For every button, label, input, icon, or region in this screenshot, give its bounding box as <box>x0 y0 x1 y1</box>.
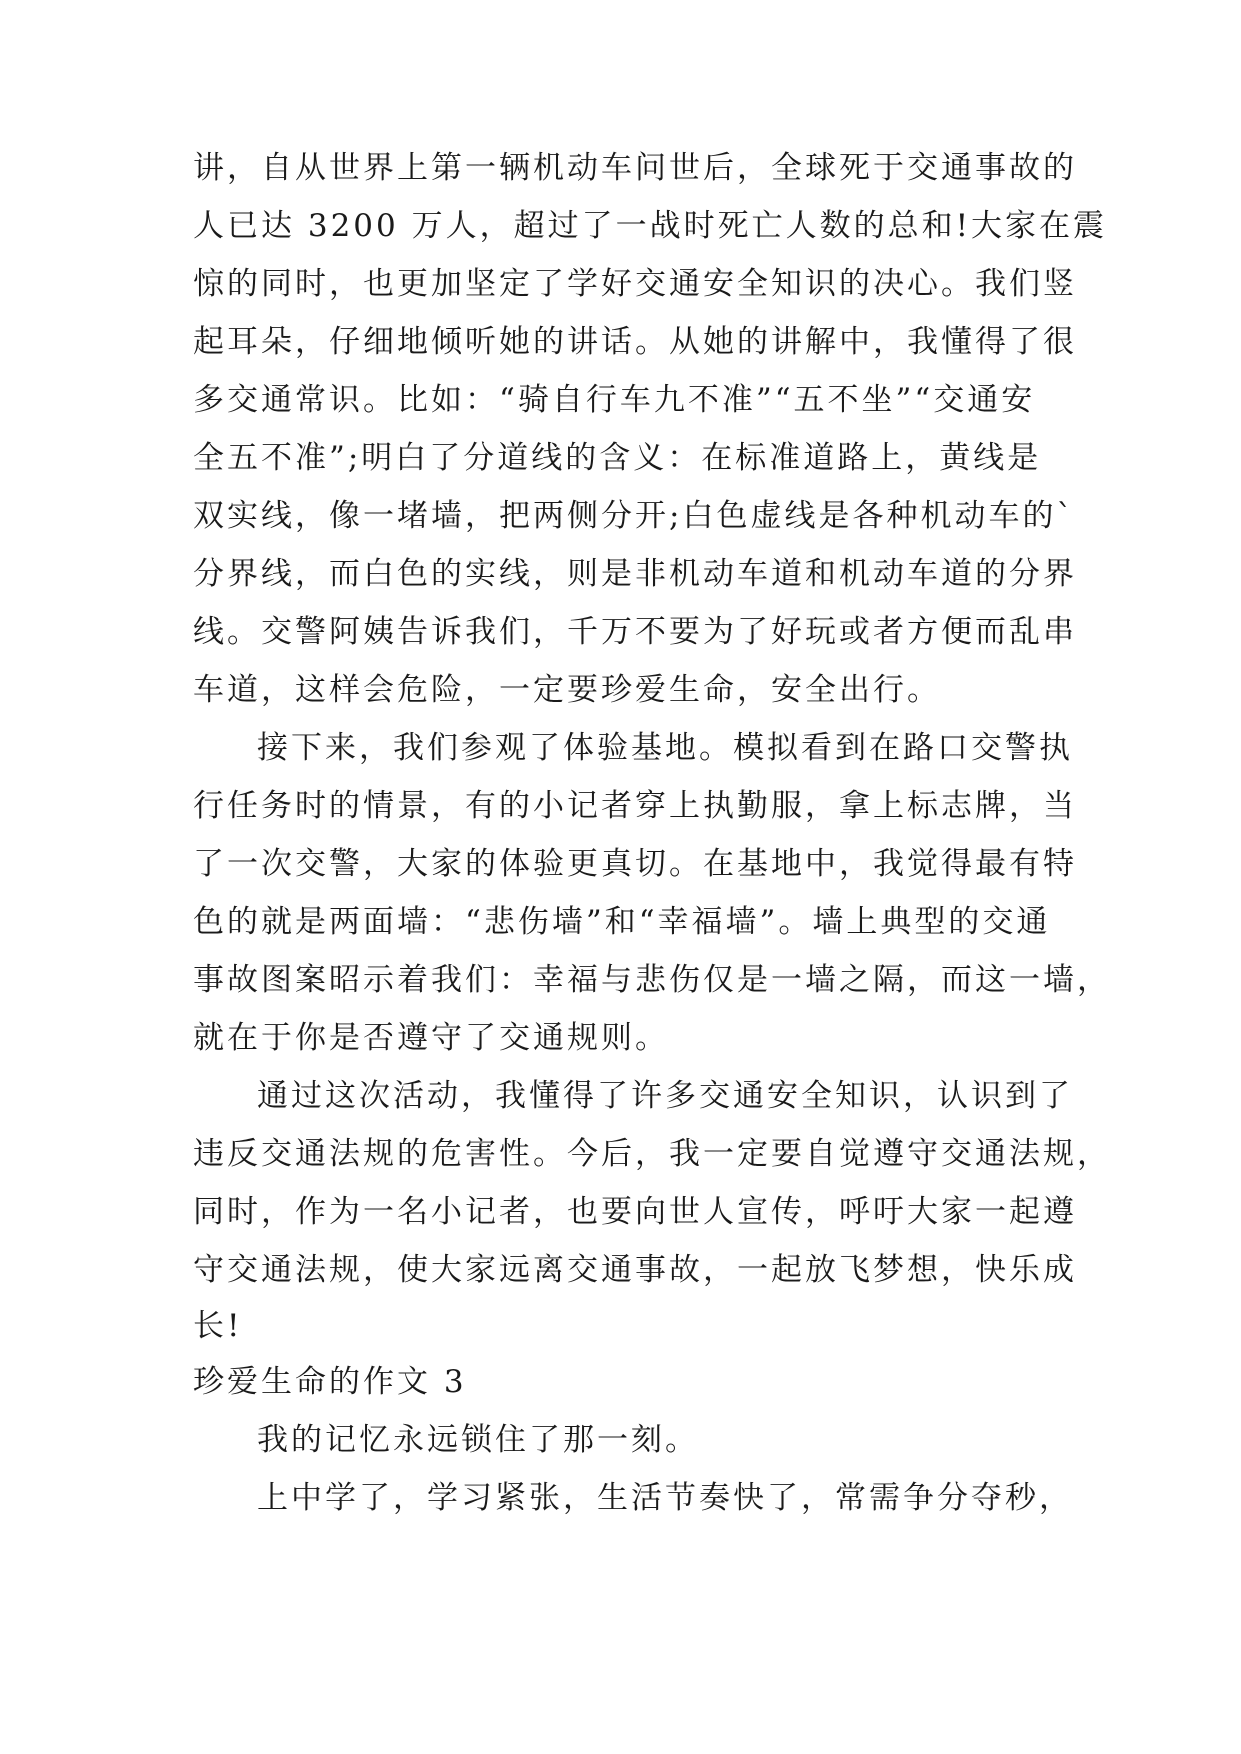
text-line-4: 起耳朵，仔细地倾听她的讲话。从她的讲解中，我懂得了很 <box>193 324 1077 360</box>
text-line-5: 多交通常识。比如：“骑自行车九不准”“五不坐”“交通安 <box>193 382 1036 418</box>
text-line-7: 双实线，像一堵墙，把两侧分开;白色虚线是各种机动车的` <box>193 498 1075 534</box>
text-line-18: 违反交通法规的危害性。今后，我一定要自觉遵守交通法规， <box>193 1136 1111 1172</box>
text-line-10: 车道，这样会危险，一定要珍爱生命，安全出行。 <box>193 672 941 708</box>
text-line-21: 长! <box>193 1308 243 1344</box>
text-line-16: 就在于你是否遵守了交通规则。 <box>193 1020 669 1056</box>
text-line-8: 分界线，而白色的实线，则是非机动车道和机动车道的分界 <box>193 556 1077 592</box>
text-line-11: 接下来，我们参观了体验基地。模拟看到在路口交警执 <box>257 730 1073 766</box>
text-line-14: 色的就是两面墙：“悲伤墙”和“幸福墙”。墙上典型的交通 <box>193 904 1051 940</box>
text-line-1: 讲，自从世界上第一辆机动车问世后，全球死于交通事故的 <box>193 150 1077 186</box>
text-line-20: 守交通法规，使大家远离交通事故，一起放飞梦想，快乐成 <box>193 1252 1077 1288</box>
text-line-23: 我的记忆永远锁住了那一刻。 <box>257 1422 699 1458</box>
text-line-6: 全五不准”;明白了分道线的含义：在标准道路上，黄线是 <box>193 440 1042 476</box>
text-line-3: 惊的同时，也更加坚定了学好交通安全知识的决心。我们竖 <box>193 266 1077 302</box>
text-line-13: 了一次交警，大家的体验更真切。在基地中，我觉得最有特 <box>193 846 1077 882</box>
text-line-24: 上中学了，学习紧张，生活节奏快了，常需争分夺秒， <box>257 1480 1073 1516</box>
text-line-2: 人已达 3200 万人，超过了一战时死亡人数的总和!大家在震 <box>193 208 1108 244</box>
text-line-19: 同时，作为一名小记者，也要向世人宣传，呼吁大家一起遵 <box>193 1194 1077 1230</box>
section-heading: 珍爱生命的作文 3 <box>193 1364 467 1400</box>
text-line-9: 线。交警阿姨告诉我们，千万不要为了好玩或者方便而乱串 <box>193 614 1077 650</box>
text-line-15: 事故图案昭示着我们：幸福与悲伤仅是一墙之隔，而这一墙， <box>193 962 1111 998</box>
text-line-12: 行任务时的情景，有的小记者穿上执勤服，拿上标志牌，当 <box>193 788 1077 824</box>
text-line-17: 通过这次活动，我懂得了许多交通安全知识，认识到了 <box>257 1078 1073 1114</box>
